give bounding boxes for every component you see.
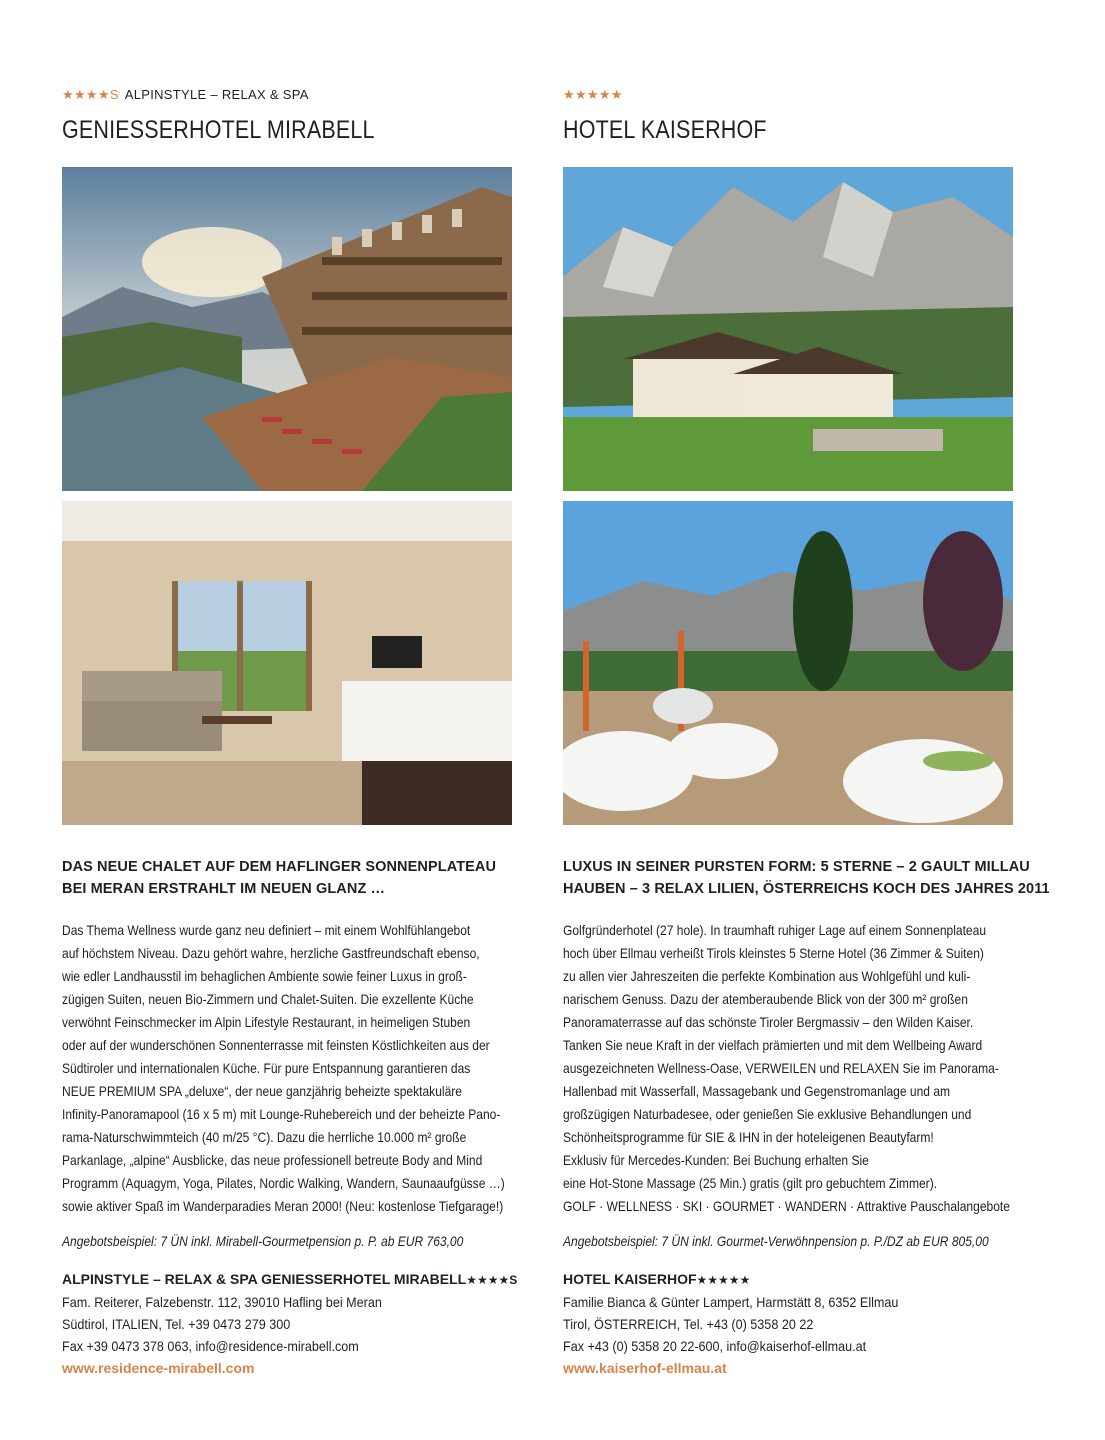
address-line: Fam. Reiterer, Falzebenstr. 112, 39010 Hafling bei Meran (62, 1294, 382, 1310)
headline-line: BEI MERAN ERSTRAHLT IM NEUEN GLANZ … (62, 881, 386, 897)
phone-line: Südtirol, ITALIEN, Tel. +39 0473 279 300 (62, 1316, 291, 1332)
hotel-title: HOTEL KAISERHOF (563, 116, 767, 144)
offer-example: Angebotsbeispiel: 7 ÜN inkl. Mirabell-Gourmetpension p. P. ab EUR 763,00 (62, 1233, 464, 1249)
description-line: verwöhnt Feinschmecker im Alpin Lifestyle Restaurant, in heimeligen Stuben (62, 1014, 471, 1030)
headline-line: DAS NEUE CHALET AUF DEM HAFLINGER SONNENPLATEAU (62, 859, 497, 875)
description-line: Das Thema Wellness wurde ganz neu definiert – mit einem Wohlfühlangebot (62, 922, 471, 938)
description-line: großzügigen Naturbadesee, oder genießen Sie exklusive Behandlungen und (563, 1106, 972, 1122)
description-line: Programm (Aquagym, Yoga, Pilates, Nordic Walking, Wandern, Saunaaufgüsse …) (62, 1175, 505, 1191)
description-line: zu allen vier Jahreszeiten die perfekte Kombination aus Wohlgefühl und kuli- (563, 968, 971, 984)
fax-email-line[interactable]: Fax +39 0473 378 063, info@residence-mirabell.com (62, 1338, 359, 1354)
description-line: zügigen Suiten, neuen Bio-Zimmern und Chalet-Suiten. Die exzellente Küche (62, 991, 474, 1007)
fax-email-line[interactable]: Fax +43 (0) 5358 20 22-600, info@kaiserhof-ellmau.at (563, 1338, 867, 1354)
star-rating: ★★★★S (62, 87, 119, 102)
description-line: NEUE PREMIUM SPA „deluxe“, der neue ganzjährig beheizte spektakuläre (62, 1083, 462, 1099)
description-line: narischem Genuss. Dazu der atemberaubende Blick von der 300 m² großen (563, 991, 968, 1007)
address-line: Familie Bianca & Günter Lampert, Harmstätt 8, 6352 Ellmau (563, 1294, 899, 1310)
headline-line: LUXUS IN SEINER PURSTEN FORM: 5 STERNE – 2 GAULT MILLAU (563, 859, 1030, 875)
description-line: Infinity-Panoramapool (16 x 5 m) mit Lounge-Ruhebereich und der beheizte Pano- (62, 1106, 501, 1122)
description-line: Panoramaterrasse auf das schönste Tiroler Bergmassiv – den Wilden Kaiser. (563, 1014, 974, 1030)
category-line (563, 87, 623, 103)
headline (62, 856, 496, 900)
description-line: Exklusiv für Mercedes-Kunden: Bei Buchung erhalten Sie (563, 1152, 869, 1168)
headline-line: HAUBEN – 3 RELAX LILIEN, ÖSTERREICHS KOCH DES JAHRES 2011 (563, 881, 1050, 897)
description-line: Südtiroler und internationalen Küche. Für pure Entspannung garantieren das (62, 1060, 471, 1076)
description-line: wie edler Landhausstil im behaglichen Ambiente sowie feiner Luxus in groß- (62, 968, 467, 984)
description-line: Tanken Sie neue Kraft in der vielfach prämierten und mit dem Wellbeing Award (563, 1037, 983, 1053)
category-line (62, 87, 309, 103)
contact-star-rating: ★★★★S (466, 1273, 518, 1287)
website-link[interactable]: www.kaiserhof-ellmau.at (563, 1360, 727, 1376)
description-line: sowie aktiver Spaß im Wanderparadies Meran 2000! (Neu: kostenlose Tiefgarage!) (62, 1198, 504, 1214)
description-line: auf höchstem Niveau. Dazu gehört wahre, herzliche Gastfreundschaft ebenso, (62, 945, 480, 961)
offer-example: Angebotsbeispiel: 7 ÜN inkl. Gourmet-Verwöhnpension p. P./DZ ab EUR 805,00 (563, 1233, 989, 1249)
description-line: rama-Naturschwimmteich (40 m/25 °C). Dazu die herrliche 10.000 m² große (62, 1129, 467, 1145)
contact-block (563, 1268, 936, 1379)
description (563, 919, 1013, 1218)
headline (563, 856, 1050, 900)
description-line: Hallenbad mit Wasserfall, Massagebank und Gegenstromanlage und am (563, 1083, 951, 1099)
description-line: GOLF · WELLNESS · SKI · GOURMET · WANDERN · Attraktive Pauschalangebote (563, 1198, 1010, 1214)
website-link[interactable]: www.residence-mirabell.com (62, 1360, 255, 1376)
description (62, 919, 512, 1218)
description-line: oder auf der wunderschönen Sonnenterrasse mit feinsten Köstlichkeiten aus der (62, 1037, 490, 1053)
description-line: ausgezeichneten Wellness-Oase, VERWEILEN und RELAXEN Sie im Panorama- (563, 1060, 999, 1076)
description-line: Parkanlage, „alpine“ Ausblicke, das neue professionell betreute Body and Mind (62, 1152, 483, 1168)
star-rating: ★★★★★ (563, 87, 623, 102)
contact-hotel-name (563, 1268, 936, 1291)
description-line: hoch über Ellmau verheißt Tirols kleinstes 5 Sterne Hotel (36 Zimmer & Suiten) (563, 945, 984, 961)
hotel-title: GENIESSERHOTEL MIRABELL (62, 116, 375, 144)
contact-block (62, 1268, 517, 1379)
category-label: ALPINSTYLE – RELAX & SPA (124, 87, 309, 102)
hotel-room-photo (62, 501, 512, 825)
phone-line: Tirol, ÖSTERREICH, Tel. +43 (0) 5358 20 22 (563, 1316, 814, 1332)
hotel-mountain-photo (563, 167, 1013, 491)
hotel-exterior-photo (62, 167, 512, 491)
terrace-dining-photo (563, 501, 1013, 825)
description-line: eine Hot-Stone Massage (25 Min.) gratis (gilt pro gebuchtem Zimmer). (563, 1175, 938, 1191)
contact-star-rating: ★★★★★ (696, 1273, 751, 1287)
description-line: Schönheitsprogramme für SIE & IHN in der hoteleigenen Beautyfarm! (563, 1129, 934, 1145)
contact-name-text: HOTEL KAISERHOF (563, 1271, 697, 1287)
contact-hotel-name (62, 1268, 517, 1291)
contact-name-text: ALPINSTYLE – RELAX & SPA GENIESSERHOTEL MIRABELL (62, 1271, 467, 1287)
description-line: Golfgründerhotel (27 hole). In traumhaft ruhiger Lage auf einem Sonnenplateau (563, 922, 987, 938)
